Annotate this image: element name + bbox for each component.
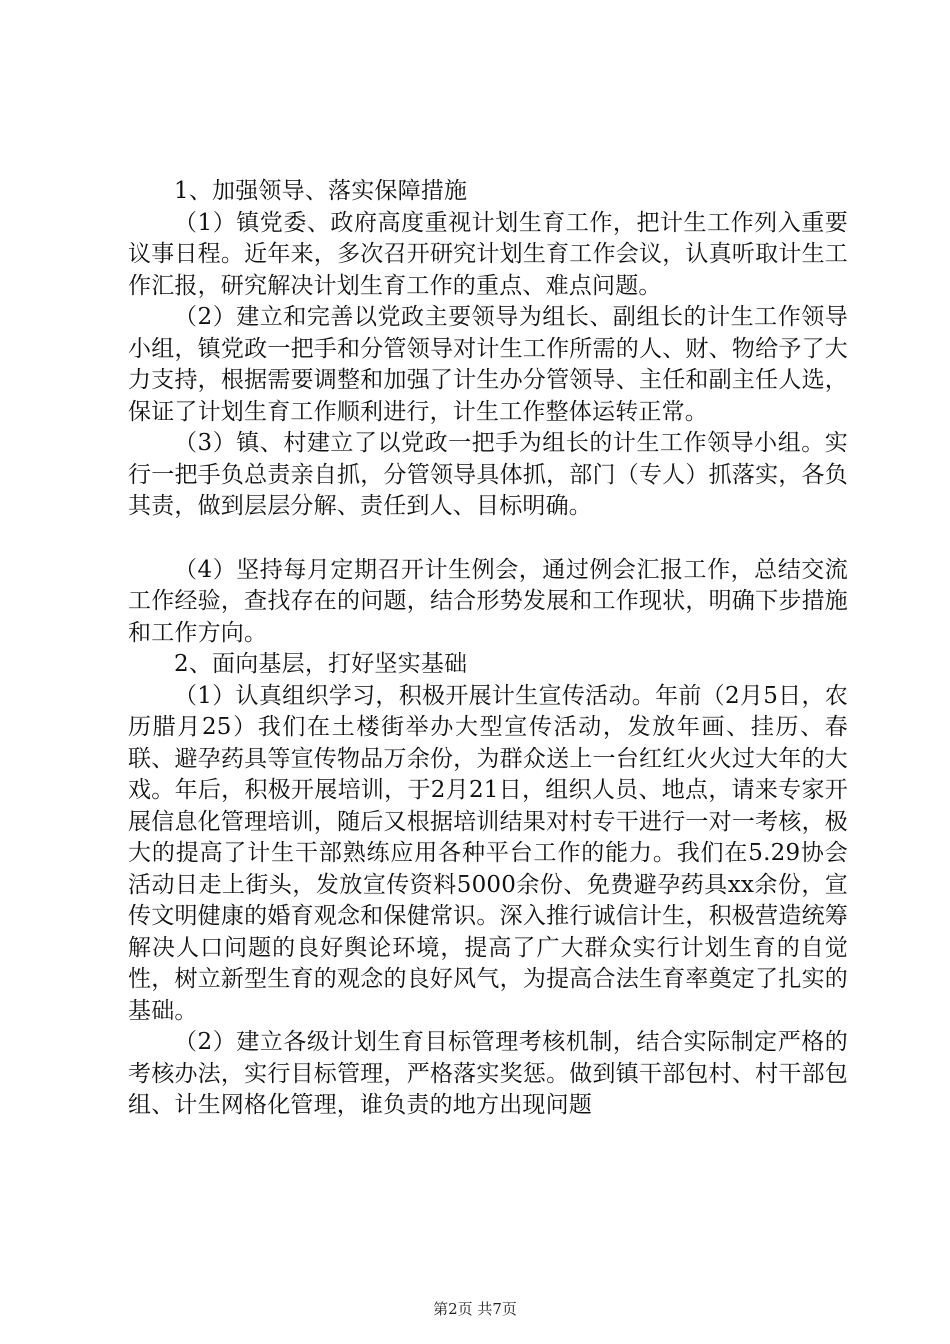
heading-1: 1、加强领导、落实保障措施 — [174, 178, 468, 204]
paragraph-1-4: （4）坚持每月定期召开计生例会，通过例会汇报工作，总结交流工作经验，查找存在的问题，结合形势发展和工作现状，明确下步措施和工作方向。 — [128, 556, 848, 646]
paragraph-1-1: （1）镇党委、政府高度重视计划生育工作，把计生工作列入重要议事日程。近年来，多次召开研究计划生育工作会议，认真听取计生工作汇报，研究解决计划生育工作的重点、难点问题。 — [128, 209, 848, 299]
paragraph-2-1: （1）认真组织学习，积极开展计生宣传活动。年前（2月5日，农历腊月25）我们在土楼街举办大型宣传活动，发放年画、挂历、春联、避孕药具等宣传物品万余份，为群众送上一台红红火火过大年的大戏。年后，积极开展培训，于2月21日，组织人员、地点，请来专家开展信息化管理培训，随后又根据培训结果对村专干进行一对一考核，极大的提高了计生干部熟练应用各种平台工作的能力。我们在5.29协会活动日走上街头，发放宣传资料5000余份、免费避孕药具xx余份，宣传文明健康的婚育观念和保健常识。深入推行诚信计生，积极营造统筹解决人口问题的良好舆论环境，提高了广大群众实行计划生育的自觉性，树立新型生育的观念的良好风气，为提高合法生育率奠定了扎实的基础。 — [128, 682, 848, 1024]
paragraph-1-3: （3）镇、村建立了以党政一把手为组长的计生工作领导小组。实行一把手负总责亲自抓，分管领导具体抓，部门（专人）抓落实，各负其责，做到层层分解、责任到人、目标明确。 — [128, 430, 848, 519]
document-body — [128, 176, 848, 1122]
heading-2: 2、面向基层，打好坚实基础 — [174, 651, 468, 677]
paragraph-2-2: （2）建立各级计划生育目标管理考核机制，结合实际制定严格的考核办法，实行目标管理，严格落实奖惩。做到镇干部包村、村干部包组、计生网格化管理，谁负责的地方出现问题 — [128, 1029, 848, 1118]
paragraph-1-2: （2）建立和完善以党政主要领导为组长、副组长的计生工作领导小组，镇党政一把手和分管领导对计生工作所需的人、财、物给予了大力支持，根据需要调整和加强了计生办分管领导、主任和副主任人选，保证了计划生育工作顺利进行，计生工作整体运转正常。 — [128, 304, 848, 425]
page-footer: 第2页 共7页 — [433, 1300, 517, 1318]
